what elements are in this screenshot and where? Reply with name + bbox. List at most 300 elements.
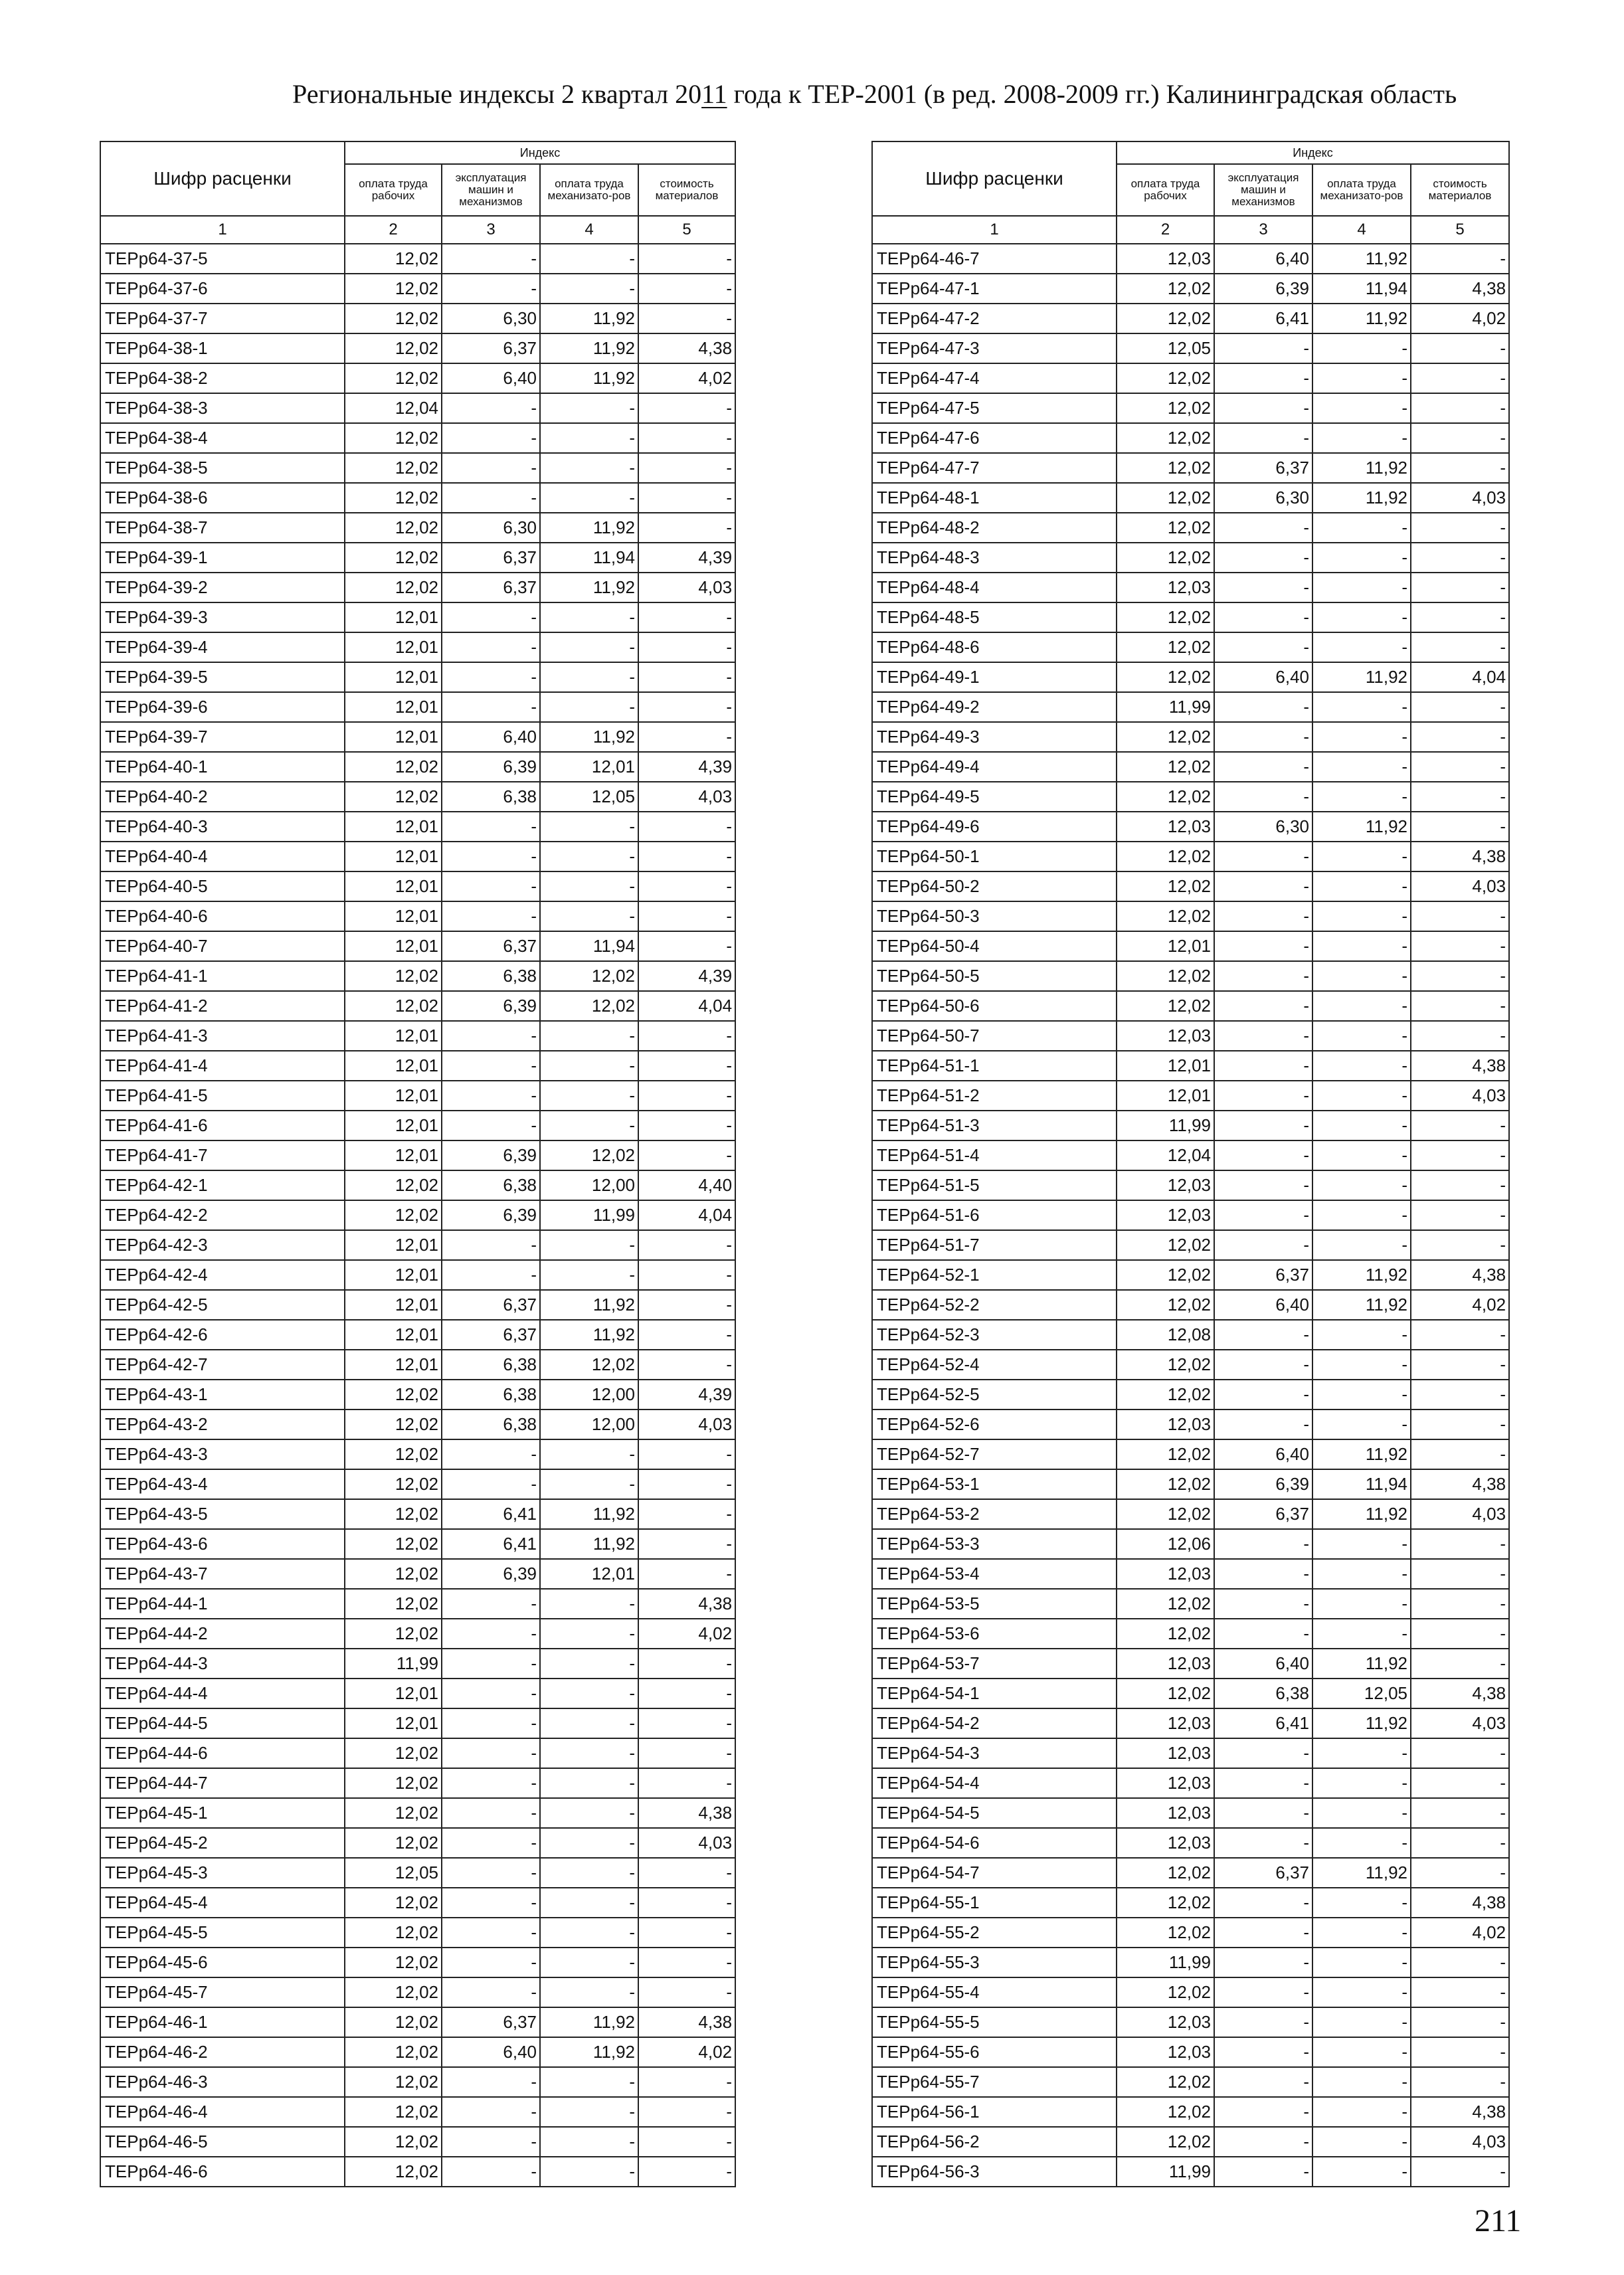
rate-code-cell: ТЕРр64-39-1 <box>100 543 345 573</box>
rate-code-cell: ТЕРр64-55-6 <box>872 2037 1117 2067</box>
mech-wages-index-cell: - <box>1312 513 1411 543</box>
machines-index-cell: - <box>442 1708 540 1738</box>
mech-wages-index-cell: - <box>540 274 638 304</box>
materials-index-cell: 4,04 <box>638 1200 735 1230</box>
machines-index-cell: 6,41 <box>442 1529 540 1559</box>
mech-wages-index-cell: - <box>1312 722 1411 752</box>
mech-wages-index-cell: - <box>540 1888 638 1918</box>
materials-index-cell: 4,38 <box>1411 1051 1509 1081</box>
wages-index-cell: 12,03 <box>1117 1708 1214 1738</box>
materials-index-cell: - <box>638 1768 735 1798</box>
header-materials: стоимость материалов <box>638 164 735 216</box>
wages-index-cell: 12,02 <box>1117 722 1214 752</box>
materials-index-cell: - <box>638 1679 735 1708</box>
mech-wages-index-cell: 11,92 <box>540 304 638 333</box>
machines-index-cell: - <box>442 1051 540 1081</box>
wages-index-cell: 12,02 <box>1117 632 1214 662</box>
materials-index-cell: 4,03 <box>1411 1708 1509 1738</box>
wages-index-cell: 12,01 <box>345 692 442 722</box>
materials-index-cell: 4,39 <box>638 1380 735 1410</box>
rate-code-cell: ТЕРр64-48-3 <box>872 543 1117 573</box>
column-number: 1 <box>872 216 1117 244</box>
wages-index-cell: 12,02 <box>1117 2127 1214 2157</box>
machines-index-cell: - <box>442 2157 540 2187</box>
mech-wages-index-cell: - <box>540 1589 638 1619</box>
mech-wages-index-cell: - <box>540 632 638 662</box>
table-row <box>872 1260 1509 1290</box>
wages-index-cell: 12,02 <box>345 363 442 393</box>
mech-wages-index-cell: - <box>540 901 638 931</box>
materials-index-cell: 4,39 <box>638 543 735 573</box>
materials-index-cell: 4,38 <box>638 1589 735 1619</box>
table-row <box>872 573 1509 602</box>
wages-index-cell: 12,02 <box>345 1888 442 1918</box>
wages-index-cell: 12,02 <box>1117 1260 1214 1290</box>
mech-wages-index-cell: - <box>540 1021 638 1051</box>
machines-index-cell: - <box>442 1858 540 1888</box>
table-row <box>872 1948 1509 1977</box>
rate-code-cell: ТЕРр64-45-1 <box>100 1798 345 1828</box>
wages-index-cell: 12,03 <box>1117 1649 1214 1679</box>
table-row <box>100 871 735 901</box>
table-row <box>872 393 1509 423</box>
mech-wages-index-cell: - <box>540 2127 638 2157</box>
mech-wages-index-cell: - <box>540 1798 638 1828</box>
wages-index-cell: 12,02 <box>1117 423 1214 453</box>
machines-index-cell: - <box>442 871 540 901</box>
mech-wages-index-cell: - <box>1312 1410 1411 1439</box>
rate-code-cell: ТЕРр64-51-6 <box>872 1200 1117 1230</box>
table-row <box>872 1021 1509 1051</box>
rate-code-cell: ТЕРр64-50-5 <box>872 961 1117 991</box>
materials-index-cell: - <box>638 393 735 423</box>
wages-index-cell: 12,02 <box>345 333 442 363</box>
mech-wages-index-cell: - <box>1312 2067 1411 2097</box>
table-row <box>100 244 735 274</box>
wages-index-cell: 12,02 <box>345 274 442 304</box>
rate-code-cell: ТЕРр64-54-6 <box>872 1828 1117 1858</box>
table-row <box>872 453 1509 483</box>
mech-wages-index-cell: - <box>540 453 638 483</box>
rate-code-cell: ТЕРр64-44-4 <box>100 1679 345 1708</box>
mech-wages-index-cell: - <box>540 2097 638 2127</box>
mech-wages-index-cell: 11,92 <box>1312 1499 1411 1529</box>
rate-code-cell: ТЕРр64-41-3 <box>100 1021 345 1051</box>
machines-index-cell: 6,40 <box>442 2037 540 2067</box>
materials-index-cell: 4,40 <box>638 1170 735 1200</box>
materials-index-cell: 4,38 <box>1411 274 1509 304</box>
wages-index-cell: 12,02 <box>345 244 442 274</box>
mech-wages-index-cell: - <box>1312 1589 1411 1619</box>
wages-index-cell: 12,01 <box>345 722 442 752</box>
table-row <box>100 274 735 304</box>
wages-index-cell: 12,02 <box>345 483 442 513</box>
wages-index-cell: 11,99 <box>1117 1111 1214 1140</box>
table-row <box>100 543 735 573</box>
machines-index-cell: - <box>442 393 540 423</box>
table-row <box>872 632 1509 662</box>
wages-index-cell: 12,01 <box>345 1230 442 1260</box>
wages-index-cell: 12,02 <box>345 1200 442 1230</box>
materials-index-cell: - <box>1411 1410 1509 1439</box>
mech-wages-index-cell: 12,00 <box>540 1410 638 1439</box>
rate-code-cell: ТЕРр64-45-6 <box>100 1948 345 1977</box>
table-row <box>100 1200 735 1230</box>
rate-code-cell: ТЕРр64-47-5 <box>872 393 1117 423</box>
mech-wages-index-cell: - <box>540 1469 638 1499</box>
table-row <box>100 931 735 961</box>
materials-index-cell: - <box>1411 2007 1509 2037</box>
materials-index-cell: - <box>1411 961 1509 991</box>
header-code: Шифр расценки <box>872 141 1117 216</box>
mech-wages-index-cell: - <box>1312 573 1411 602</box>
materials-index-cell: - <box>1411 692 1509 722</box>
mech-wages-index-cell: - <box>1312 543 1411 573</box>
header-mech-wages: оплата труда механизато-ров <box>540 164 638 216</box>
table-row <box>872 1350 1509 1380</box>
mech-wages-index-cell: - <box>540 393 638 423</box>
machines-index-cell: - <box>1214 2007 1312 2037</box>
rate-code-cell: ТЕРр64-43-5 <box>100 1499 345 1529</box>
mech-wages-index-cell: - <box>1312 423 1411 453</box>
table-row <box>872 1858 1509 1888</box>
rate-code-cell: ТЕРр64-38-4 <box>100 423 345 453</box>
machines-index-cell: - <box>442 662 540 692</box>
header-index: Индекс <box>345 141 735 164</box>
machines-index-cell: - <box>1214 1410 1312 1439</box>
wages-index-cell: 11,99 <box>1117 1948 1214 1977</box>
table-row <box>100 333 735 363</box>
materials-index-cell: - <box>1411 393 1509 423</box>
rate-code-cell: ТЕРр64-43-1 <box>100 1380 345 1410</box>
machines-index-cell: - <box>1214 1021 1312 1051</box>
machines-index-cell: 6,37 <box>1214 453 1312 483</box>
wages-index-cell: 12,02 <box>345 782 442 812</box>
wages-index-cell: 12,02 <box>345 752 442 782</box>
materials-index-cell: - <box>638 1320 735 1350</box>
table-row <box>100 1111 735 1140</box>
wages-index-cell: 12,02 <box>345 991 442 1021</box>
rate-code-cell: ТЕРр64-48-2 <box>872 513 1117 543</box>
materials-index-cell: - <box>1411 1529 1509 1559</box>
rate-code-cell: ТЕРр64-56-2 <box>872 2127 1117 2157</box>
rate-code-cell: ТЕРр64-51-7 <box>872 1230 1117 1260</box>
machines-index-cell: - <box>442 1469 540 1499</box>
materials-index-cell: - <box>1411 1170 1509 1200</box>
wages-index-cell: 12,02 <box>1117 1589 1214 1619</box>
mech-wages-index-cell: 11,92 <box>540 1290 638 1320</box>
rate-code-cell: ТЕРр64-42-4 <box>100 1260 345 1290</box>
materials-index-cell: - <box>1411 1798 1509 1828</box>
rate-code-cell: ТЕРр64-48-5 <box>872 602 1117 632</box>
table-row <box>100 453 735 483</box>
table-row <box>100 2157 735 2187</box>
wages-index-cell: 12,02 <box>345 1439 442 1469</box>
materials-index-cell: - <box>638 1918 735 1948</box>
index-table-left <box>100 141 736 2187</box>
rate-code-cell: ТЕРр64-49-5 <box>872 782 1117 812</box>
table-row <box>100 722 735 752</box>
materials-index-cell: - <box>1411 931 1509 961</box>
table-row <box>100 1679 735 1708</box>
table-row <box>100 1260 735 1290</box>
rate-code-cell: ТЕРр64-50-4 <box>872 931 1117 961</box>
wages-index-cell: 12,03 <box>1117 1021 1214 1051</box>
wages-index-cell: 12,02 <box>345 2127 442 2157</box>
table-row <box>100 1918 735 1948</box>
wages-index-cell: 12,03 <box>1117 573 1214 602</box>
table-row <box>872 1918 1509 1948</box>
rate-code-cell: ТЕРр64-53-5 <box>872 1589 1117 1619</box>
mech-wages-index-cell: - <box>1312 692 1411 722</box>
materials-index-cell: - <box>1411 991 1509 1021</box>
table-row <box>872 543 1509 573</box>
machines-index-cell: - <box>442 2067 540 2097</box>
rate-code-cell: ТЕРр64-44-2 <box>100 1619 345 1649</box>
rate-code-cell: ТЕРр64-46-3 <box>100 2067 345 2097</box>
machines-index-cell: - <box>1214 1380 1312 1410</box>
rate-code-cell: ТЕРр64-37-5 <box>100 244 345 274</box>
machines-index-cell: - <box>442 1439 540 1469</box>
materials-index-cell: - <box>1411 2067 1509 2097</box>
rate-code-cell: ТЕРр64-40-2 <box>100 782 345 812</box>
table-row <box>872 602 1509 632</box>
table-row <box>872 1290 1509 1320</box>
machines-index-cell: 6,38 <box>1214 1679 1312 1708</box>
mech-wages-index-cell: 11,92 <box>540 2007 638 2037</box>
table-row <box>872 2097 1509 2127</box>
mech-wages-index-cell: - <box>540 662 638 692</box>
machines-index-cell: - <box>1214 842 1312 871</box>
header-machines: эксплуатация машин и механизмов <box>1214 164 1312 216</box>
table-row <box>872 961 1509 991</box>
machines-index-cell: - <box>1214 1320 1312 1350</box>
machines-index-cell: 6,41 <box>1214 304 1312 333</box>
rate-code-cell: ТЕРр64-39-2 <box>100 573 345 602</box>
table-row <box>100 2007 735 2037</box>
machines-index-cell: 6,41 <box>442 1499 540 1529</box>
machines-index-cell: - <box>442 483 540 513</box>
machines-index-cell: 6,40 <box>1214 1439 1312 1469</box>
mech-wages-index-cell: - <box>540 602 638 632</box>
rate-code-cell: ТЕРр64-44-7 <box>100 1768 345 1798</box>
column-number: 4 <box>1312 216 1411 244</box>
rate-code-cell: ТЕРр64-50-7 <box>872 1021 1117 1051</box>
machines-index-cell: - <box>1214 991 1312 1021</box>
table-row <box>872 1439 1509 1469</box>
wages-index-cell: 12,02 <box>1117 483 1214 513</box>
rate-code-cell: ТЕРр64-56-3 <box>872 2157 1117 2187</box>
mech-wages-index-cell: - <box>1312 1320 1411 1350</box>
rate-code-cell: ТЕРр64-50-1 <box>872 842 1117 871</box>
table-row <box>872 483 1509 513</box>
mech-wages-index-cell: - <box>540 692 638 722</box>
rate-code-cell: ТЕРр64-37-6 <box>100 274 345 304</box>
table-row <box>100 393 735 423</box>
materials-index-cell: - <box>638 901 735 931</box>
header-mech-wages: оплата труда механизато-ров <box>1312 164 1411 216</box>
rate-code-cell: ТЕРр64-43-2 <box>100 1410 345 1439</box>
wages-index-cell: 12,02 <box>345 1977 442 2007</box>
rate-code-cell: ТЕРр64-52-1 <box>872 1260 1117 1290</box>
column-number: 5 <box>1411 216 1509 244</box>
mech-wages-index-cell: 11,92 <box>540 1320 638 1350</box>
table-row <box>100 2127 735 2157</box>
mech-wages-index-cell: 11,94 <box>540 931 638 961</box>
machines-index-cell: - <box>1214 423 1312 453</box>
wages-index-cell: 12,01 <box>345 1320 442 1350</box>
table-row <box>100 423 735 453</box>
machines-index-cell: 6,37 <box>1214 1260 1312 1290</box>
wages-index-cell: 11,99 <box>1117 692 1214 722</box>
materials-index-cell: - <box>638 274 735 304</box>
machines-index-cell: - <box>1214 1888 1312 1918</box>
machines-index-cell: - <box>442 1589 540 1619</box>
wages-index-cell: 12,02 <box>1117 1499 1214 1529</box>
wages-index-cell: 12,02 <box>345 1410 442 1439</box>
machines-index-cell: - <box>442 1798 540 1828</box>
table-row <box>872 1230 1509 1260</box>
wages-index-cell: 12,02 <box>345 1170 442 1200</box>
table-row <box>872 1559 1509 1589</box>
machines-index-cell: - <box>442 1679 540 1708</box>
rate-code-cell: ТЕРр64-53-3 <box>872 1529 1117 1559</box>
machines-index-cell: 6,39 <box>1214 274 1312 304</box>
materials-index-cell: 4,38 <box>1411 2097 1509 2127</box>
mech-wages-index-cell: 11,94 <box>1312 1469 1411 1499</box>
machines-index-cell: 6,37 <box>442 543 540 573</box>
machines-index-cell: 6,38 <box>442 1410 540 1439</box>
mech-wages-index-cell: - <box>1312 1111 1411 1140</box>
wages-index-cell: 12,02 <box>345 304 442 333</box>
rate-code-cell: ТЕРр64-39-3 <box>100 602 345 632</box>
wages-index-cell: 12,02 <box>1117 1439 1214 1469</box>
wages-index-cell: 12,02 <box>1117 274 1214 304</box>
table-row <box>872 1738 1509 1768</box>
rate-code-cell: ТЕРр64-49-3 <box>872 722 1117 752</box>
table-row <box>100 632 735 662</box>
wages-index-cell: 12,02 <box>345 1768 442 1798</box>
materials-index-cell: - <box>1411 1320 1509 1350</box>
machines-index-cell: - <box>1214 782 1312 812</box>
table-row <box>100 513 735 543</box>
table-body-left <box>100 244 735 2187</box>
wages-index-cell: 12,03 <box>1117 1170 1214 1200</box>
wages-index-cell: 12,02 <box>345 1559 442 1589</box>
table-row <box>100 1021 735 1051</box>
machines-index-cell: - <box>1214 513 1312 543</box>
wages-index-cell: 12,01 <box>345 1051 442 1081</box>
machines-index-cell: - <box>442 1260 540 1290</box>
mech-wages-index-cell: 11,94 <box>1312 274 1411 304</box>
wages-index-cell: 12,03 <box>1117 2007 1214 2037</box>
machines-index-cell: - <box>1214 393 1312 423</box>
table-row <box>100 692 735 722</box>
rate-code-cell: ТЕРр64-46-1 <box>100 2007 345 2037</box>
mech-wages-index-cell: 12,00 <box>540 1380 638 1410</box>
materials-index-cell: - <box>1411 333 1509 363</box>
machines-index-cell: - <box>1214 1948 1312 1977</box>
rate-code-cell: ТЕРр64-40-3 <box>100 812 345 842</box>
rate-code-cell: ТЕРр64-44-1 <box>100 1589 345 1619</box>
materials-index-cell: 4,03 <box>1411 1499 1509 1529</box>
materials-index-cell: 4,03 <box>638 782 735 812</box>
wages-index-cell: 12,02 <box>1117 2097 1214 2127</box>
mech-wages-index-cell: - <box>1312 1888 1411 1918</box>
rate-code-cell: ТЕРр64-52-3 <box>872 1320 1117 1350</box>
header-materials: стоимость материалов <box>1411 164 1509 216</box>
rate-code-cell: ТЕРр64-51-4 <box>872 1140 1117 1170</box>
mech-wages-index-cell: - <box>1312 2007 1411 2037</box>
table-row <box>872 931 1509 961</box>
wages-index-cell: 12,02 <box>345 1918 442 1948</box>
rate-code-cell: ТЕРр64-40-1 <box>100 752 345 782</box>
materials-index-cell: - <box>1411 363 1509 393</box>
rate-code-cell: ТЕРр64-49-2 <box>872 692 1117 722</box>
materials-index-cell: - <box>638 1888 735 1918</box>
wages-index-cell: 12,05 <box>345 1858 442 1888</box>
rate-code-cell: ТЕРр64-40-6 <box>100 901 345 931</box>
materials-index-cell: - <box>1411 1768 1509 1798</box>
materials-index-cell: 4,38 <box>1411 1679 1509 1708</box>
machines-index-cell: - <box>442 453 540 483</box>
materials-index-cell: 4,04 <box>1411 662 1509 692</box>
machines-index-cell: - <box>1214 1559 1312 1589</box>
wages-index-cell: 12,02 <box>1117 1918 1214 1948</box>
machines-index-cell: - <box>442 632 540 662</box>
materials-index-cell: - <box>638 1111 735 1140</box>
wages-index-cell: 12,02 <box>1117 871 1214 901</box>
table-row <box>872 1977 1509 2007</box>
materials-index-cell: - <box>1411 2037 1509 2067</box>
machines-index-cell: - <box>1214 602 1312 632</box>
machines-index-cell: - <box>1214 1738 1312 1768</box>
rate-code-cell: ТЕРр64-49-4 <box>872 752 1117 782</box>
table-row <box>100 1768 735 1798</box>
rate-code-cell: ТЕРр64-52-4 <box>872 1350 1117 1380</box>
wages-index-cell: 11,99 <box>345 1649 442 1679</box>
mech-wages-index-cell: - <box>1312 871 1411 901</box>
mech-wages-index-cell: - <box>1312 2097 1411 2127</box>
wages-index-cell: 12,01 <box>1117 1081 1214 1111</box>
wages-index-cell: 12,02 <box>345 2097 442 2127</box>
rate-code-cell: ТЕРр64-45-4 <box>100 1888 345 1918</box>
mech-wages-index-cell: - <box>540 1918 638 1948</box>
table-row <box>872 1320 1509 1350</box>
machines-index-cell: 6,40 <box>1214 1649 1312 1679</box>
wages-index-cell: 12,02 <box>1117 961 1214 991</box>
rate-code-cell: ТЕРр64-55-5 <box>872 2007 1117 2037</box>
rate-code-cell: ТЕРр64-41-6 <box>100 1111 345 1140</box>
mech-wages-index-cell: - <box>1312 1200 1411 1230</box>
table-row <box>872 1111 1509 1140</box>
mech-wages-index-cell: - <box>1312 991 1411 1021</box>
machines-index-cell: - <box>1214 1918 1312 1948</box>
mech-wages-index-cell: - <box>1312 1738 1411 1768</box>
mech-wages-index-cell: 11,92 <box>1312 1708 1411 1738</box>
wages-index-cell: 12,01 <box>345 1679 442 1708</box>
table-row <box>100 901 735 931</box>
rate-code-cell: ТЕРр64-41-2 <box>100 991 345 1021</box>
table-row <box>100 1738 735 1768</box>
column-number: 3 <box>1214 216 1312 244</box>
table-row <box>100 1410 735 1439</box>
table-row <box>872 1798 1509 1828</box>
rate-code-cell: ТЕРр64-51-2 <box>872 1081 1117 1111</box>
mech-wages-index-cell: - <box>1312 782 1411 812</box>
page-title-after: года к ТЕР-2001 (в ред. 2008-2009 гг.) Калининградская область <box>727 79 1457 109</box>
wages-index-cell: 12,01 <box>345 1081 442 1111</box>
